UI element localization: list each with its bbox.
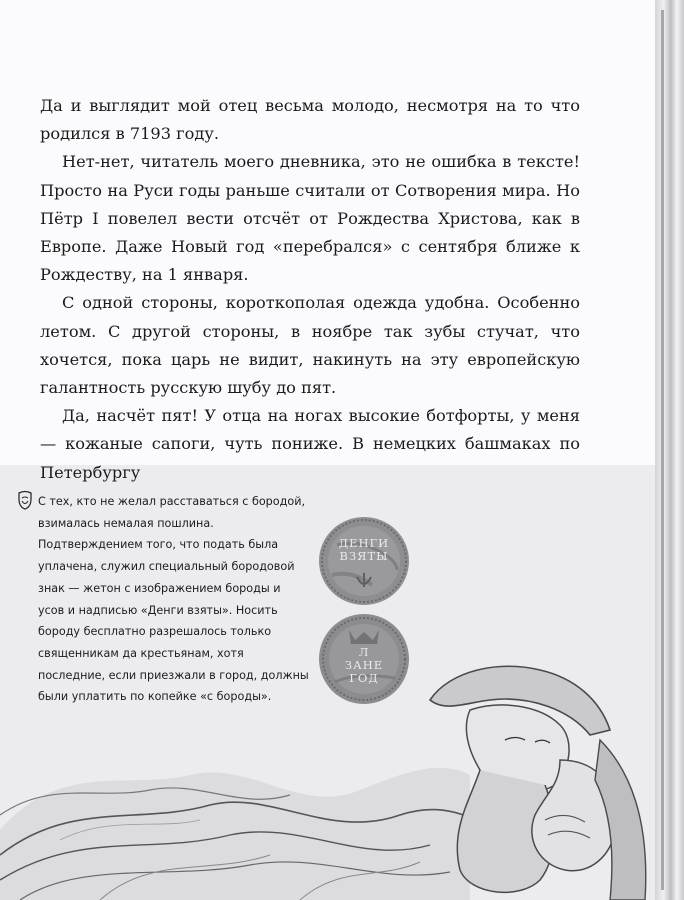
beard-icon xyxy=(16,490,34,510)
bearded-man-illustration xyxy=(0,640,655,900)
sidebar-note: С тех, кто не желал расставаться с бородой, взималась немалая пошлина. Подтверждением того, что подать была уплачена, служил специальный бородовой знак — жетон с изображением бороды и усов и надписью «Денги взяты». Носить бороду бесплатно разрешалось только священникам да крестьянам, хотя последние, если приезжали в город, должны были уплатить по копейке «с бороды». xyxy=(38,495,309,704)
beard-token-front xyxy=(317,515,411,607)
paragraph: С одной стороны, короткополая одежда удобна. Особенно летом. С другой стороны, в ноябре так зубы стучат, что хочется, пока царь не видит, накинуть на эту европейскую галантность русскую шубу до пят. xyxy=(40,293,580,398)
paragraph: Да и выглядит мой отец весьма молодо, несмотря на то что родился в 7193 году. xyxy=(40,96,580,144)
paragraph: Да, насчёт пят! У отца на ногах высокие ботфорты, у меня — кожаные сапоги, чуть пониже. В немецких башмаках по Петербургу xyxy=(40,406,580,482)
page-edge xyxy=(655,0,684,900)
main-text xyxy=(40,92,580,487)
coin-text-line: ВЗЯТЫ xyxy=(339,549,389,563)
coin-text-line: Л xyxy=(358,645,370,659)
coin-text-line: ДЕНГИ xyxy=(338,536,390,550)
coin-text-line: ЗАНЕ xyxy=(344,658,384,672)
paragraph: Нет-нет, читатель моего дневника, это не ошибка в тексте! Просто на Руси годы раньше считали от Сотворения мира. Но Пётр I повелел вести отсчёт от Рождества Христова, как в Европе. Даже Новый год «перебрался» с сентября ближе к Рождеству, на 1 января. xyxy=(40,152,580,285)
coin-text-line: ГОД xyxy=(349,671,379,685)
